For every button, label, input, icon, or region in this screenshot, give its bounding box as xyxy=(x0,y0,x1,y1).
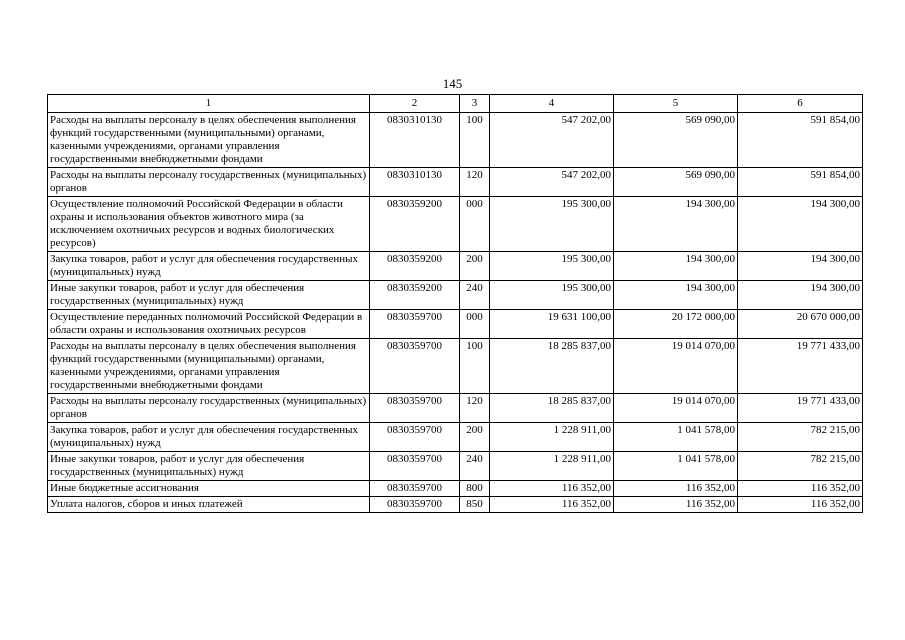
amount-col6-cell: 194 300,00 xyxy=(738,197,863,252)
amount-col5-cell: 116 352,00 xyxy=(614,481,738,497)
amount-col5-cell: 116 352,00 xyxy=(614,497,738,513)
expense-name-cell: Иные бюджетные ассигнования xyxy=(48,481,370,497)
amount-col6-cell: 194 300,00 xyxy=(738,252,863,281)
column-header-5: 5 xyxy=(614,95,738,113)
expense-name-cell: Расходы на выплаты персоналу в целях обеспечения выполнения функций государственными (муниципальными) органами, казенными учреждениями, органами управления государственными внебюджетными фондами xyxy=(48,113,370,168)
amount-col6-cell: 116 352,00 xyxy=(738,481,863,497)
amount-col6-cell: 19 771 433,00 xyxy=(738,339,863,394)
amount-col4-cell: 18 285 837,00 xyxy=(490,339,614,394)
amount-col4-cell: 1 228 911,00 xyxy=(490,452,614,481)
expense-type-cell: 120 xyxy=(460,168,490,197)
amount-col4-cell: 116 352,00 xyxy=(490,481,614,497)
expense-name-cell: Расходы на выплаты персоналу государственных (муниципальных) органов xyxy=(48,394,370,423)
amount-col5-cell: 1 041 578,00 xyxy=(614,452,738,481)
amount-col5-cell: 1 041 578,00 xyxy=(614,423,738,452)
amount-col6-cell: 591 854,00 xyxy=(738,168,863,197)
amount-col4-cell: 19 631 100,00 xyxy=(490,310,614,339)
expense-type-cell: 200 xyxy=(460,423,490,452)
amount-col4-cell: 1 228 911,00 xyxy=(490,423,614,452)
expense-type-cell: 200 xyxy=(460,252,490,281)
expense-type-cell: 120 xyxy=(460,394,490,423)
table-row xyxy=(48,497,863,513)
expense-type-cell: 000 xyxy=(460,197,490,252)
amount-col5-cell: 569 090,00 xyxy=(614,113,738,168)
target-code-cell: 0830359700 xyxy=(370,452,460,481)
table-row xyxy=(48,394,863,423)
expense-type-cell: 240 xyxy=(460,452,490,481)
target-code-cell: 0830359700 xyxy=(370,497,460,513)
page-number: 145 xyxy=(442,76,463,91)
amount-col5-cell: 19 014 070,00 xyxy=(614,394,738,423)
amount-col4-cell: 116 352,00 xyxy=(490,497,614,513)
column-header-4: 4 xyxy=(490,95,614,113)
amount-col6-cell: 20 670 000,00 xyxy=(738,310,863,339)
amount-col4-cell: 195 300,00 xyxy=(490,281,614,310)
expense-type-cell: 800 xyxy=(460,481,490,497)
column-header-3: 3 xyxy=(460,95,490,113)
expense-name-cell: Осуществление полномочий Российской Федерации в области охраны и использования объектов животного мира (за исключением охотничьих ресурсов и водных биологических ресурсов) xyxy=(48,197,370,252)
amount-col4-cell: 547 202,00 xyxy=(490,113,614,168)
expense-name-cell: Закупка товаров, работ и услуг для обеспечения государственных (муниципальных) нужд xyxy=(48,423,370,452)
table-row xyxy=(48,168,863,197)
expense-type-cell: 240 xyxy=(460,281,490,310)
target-code-cell: 0830359200 xyxy=(370,252,460,281)
target-code-cell: 0830310130 xyxy=(370,113,460,168)
table-row xyxy=(48,339,863,394)
target-code-cell: 0830359700 xyxy=(370,423,460,452)
amount-col5-cell: 194 300,00 xyxy=(614,252,738,281)
expense-type-cell: 100 xyxy=(460,339,490,394)
table-row xyxy=(48,452,863,481)
expense-name-cell: Иные закупки товаров, работ и услуг для обеспечения государственных (муниципальных) нужд xyxy=(48,452,370,481)
column-header-2: 2 xyxy=(370,95,460,113)
table-row xyxy=(48,310,863,339)
amount-col6-cell: 116 352,00 xyxy=(738,497,863,513)
target-code-cell: 0830359700 xyxy=(370,339,460,394)
target-code-cell: 0830359200 xyxy=(370,197,460,252)
target-code-cell: 0830359200 xyxy=(370,281,460,310)
amount-col6-cell: 194 300,00 xyxy=(738,281,863,310)
expense-name-cell: Расходы на выплаты персоналу государственных (муниципальных) органов xyxy=(48,168,370,197)
amount-col4-cell: 547 202,00 xyxy=(490,168,614,197)
amount-col6-cell: 591 854,00 xyxy=(738,113,863,168)
expense-name-cell: Закупка товаров, работ и услуг для обеспечения государственных (муниципальных) нужд xyxy=(48,252,370,281)
target-code-cell: 0830359700 xyxy=(370,481,460,497)
table-row xyxy=(48,197,863,252)
table-row xyxy=(48,281,863,310)
amount-col4-cell: 195 300,00 xyxy=(490,197,614,252)
table-body xyxy=(48,113,863,513)
expense-type-cell: 850 xyxy=(460,497,490,513)
amount-col5-cell: 194 300,00 xyxy=(614,281,738,310)
expense-name-cell: Осуществление переданных полномочий Российской Федерации в области охраны и использования охотничьих ресурсов xyxy=(48,310,370,339)
target-code-cell: 0830359700 xyxy=(370,394,460,423)
table-row xyxy=(48,113,863,168)
table-row xyxy=(48,423,863,452)
amount-col5-cell: 569 090,00 xyxy=(614,168,738,197)
column-header-6: 6 xyxy=(738,95,863,113)
amount-col4-cell: 195 300,00 xyxy=(490,252,614,281)
amount-col6-cell: 19 771 433,00 xyxy=(738,394,863,423)
amount-col4-cell: 18 285 837,00 xyxy=(490,394,614,423)
expense-name-cell: Расходы на выплаты персоналу в целях обеспечения выполнения функций государственными (муниципальными) органами, казенными учреждениями, органами управления государственными внебюджетными фондами xyxy=(48,339,370,394)
target-code-cell: 0830310130 xyxy=(370,168,460,197)
budget-table xyxy=(47,94,863,513)
amount-col5-cell: 19 014 070,00 xyxy=(614,339,738,394)
column-header-1: 1 xyxy=(48,95,370,113)
amount-col5-cell: 194 300,00 xyxy=(614,197,738,252)
target-code-cell: 0830359700 xyxy=(370,310,460,339)
amount-col6-cell: 782 215,00 xyxy=(738,423,863,452)
amount-col5-cell: 20 172 000,00 xyxy=(614,310,738,339)
expense-name-cell: Иные закупки товаров, работ и услуг для обеспечения государственных (муниципальных) нужд xyxy=(48,281,370,310)
table-row xyxy=(48,252,863,281)
table-row xyxy=(48,481,863,497)
expense-type-cell: 100 xyxy=(460,113,490,168)
expense-type-cell: 000 xyxy=(460,310,490,339)
amount-col6-cell: 782 215,00 xyxy=(738,452,863,481)
table-header-row xyxy=(48,95,863,113)
expense-name-cell: Уплата налогов, сборов и иных платежей xyxy=(48,497,370,513)
